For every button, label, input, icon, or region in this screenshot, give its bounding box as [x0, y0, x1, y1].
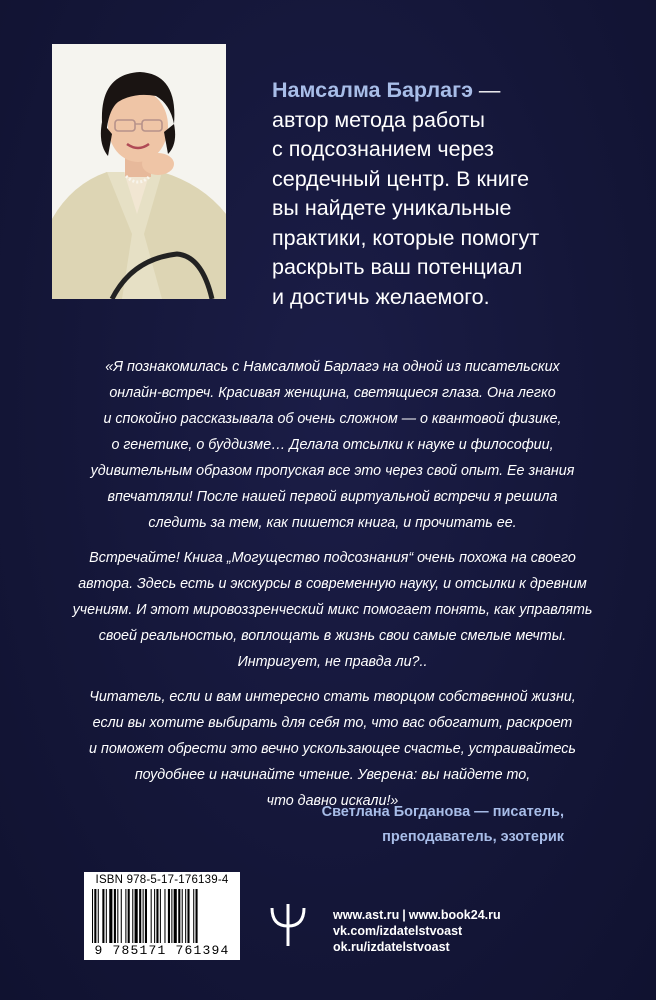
quote-line: Читатель, если и вам интересно стать творцом собственной жизни, — [89, 689, 576, 705]
intro-line: и достичь желаемого. — [272, 284, 490, 309]
psi-icon — [268, 902, 308, 948]
quote-signature — [322, 800, 564, 850]
intro-line: автор метода работы — [272, 107, 486, 132]
quote-line: автора. Здесь есть и экскурсы в современную науку, и отсылки к древним — [78, 576, 587, 592]
quote-line: учениям. И этот мировоззренческий микс помогает понять, как управлять — [72, 602, 593, 618]
quote-paragraph-1 — [60, 354, 605, 536]
barcode-digits: 9 785171 761394 — [94, 943, 230, 958]
site-link-book24[interactable]: www.book24.ru — [408, 908, 501, 922]
quote-line: поудобнее и начинайте чтение. Уверена: вы найдете то, — [134, 767, 531, 783]
intro-line-1 — [272, 76, 612, 106]
signature-line-1: Светлана Богданова — писатель, — [321, 804, 564, 820]
quote-line: что давно искали!» — [266, 793, 399, 809]
intro-line: с подсознанием через — [272, 137, 494, 161]
intro-line: раскрыть ваш потенциал — [272, 255, 523, 279]
quote-line: и спокойно рассказывала об очень сложном — о квантовой физике, — [103, 411, 562, 427]
publisher-links — [333, 907, 501, 955]
link-separator: | — [402, 908, 406, 922]
site-link-ast[interactable]: www.ast.ru — [333, 908, 400, 922]
quote-line: и поможет обрести это вечно ускользающее счастье, устраивайтесь — [89, 741, 576, 757]
quote-paragraph-3 — [60, 684, 605, 814]
quote-line: впечатляли! После нашей первой виртуальной встречи я решила — [107, 489, 558, 505]
quote-line: если вы хотите выбирать для себя то, что вас обогатит, раскроет — [92, 715, 573, 731]
quote-line: следить за тем, как пишется книга, и прочитать ее. — [148, 515, 517, 531]
quote-line: онлайн-встреч. Красивая женщина, светящиеся глаза. Она легко — [109, 385, 556, 401]
links-row-1 — [333, 907, 501, 923]
quote-line: Встречайте! Книга „Могущество подсознания“ очень похожа на своего — [89, 550, 576, 566]
quote-line: о генетике, о буддизме… Делала отсылки к науке и философии, — [111, 437, 554, 453]
author-photo — [52, 44, 226, 299]
quote-line: «Я познакомилась с Намсалмой Барлагэ на одной из писательских — [105, 359, 560, 375]
ok-link[interactable]: ok.ru/izdatelstvoast — [333, 940, 450, 954]
signature-line-2: преподаватель, эзотерик — [382, 829, 564, 845]
isbn-barcode — [84, 872, 240, 960]
author-intro — [272, 76, 612, 312]
review-quote — [60, 354, 605, 823]
intro-line: сердечный центр. В книге — [272, 166, 530, 191]
intro-line: практики, которые помогут — [272, 225, 540, 250]
quote-line: удивительным образом пропуская все это через свой опыт. Ее знания — [90, 463, 575, 479]
intro-line: вы найдете уникальные — [272, 196, 512, 220]
vk-link[interactable]: vk.com/izdatelstvoast — [333, 924, 463, 938]
intro-dash: — — [472, 78, 501, 102]
isbn-label: ISBN 978-5-17-176139-4 — [95, 874, 229, 886]
author-name: Намсалма Барлагэ — [272, 78, 473, 102]
quote-line: Интригует, не правда ли?.. — [237, 654, 428, 670]
barcode-bars — [92, 889, 232, 943]
quote-paragraph-2 — [60, 545, 605, 675]
quote-line: своей реальностью, воплощать в жизнь свои самые смелые мечты. — [98, 628, 567, 644]
